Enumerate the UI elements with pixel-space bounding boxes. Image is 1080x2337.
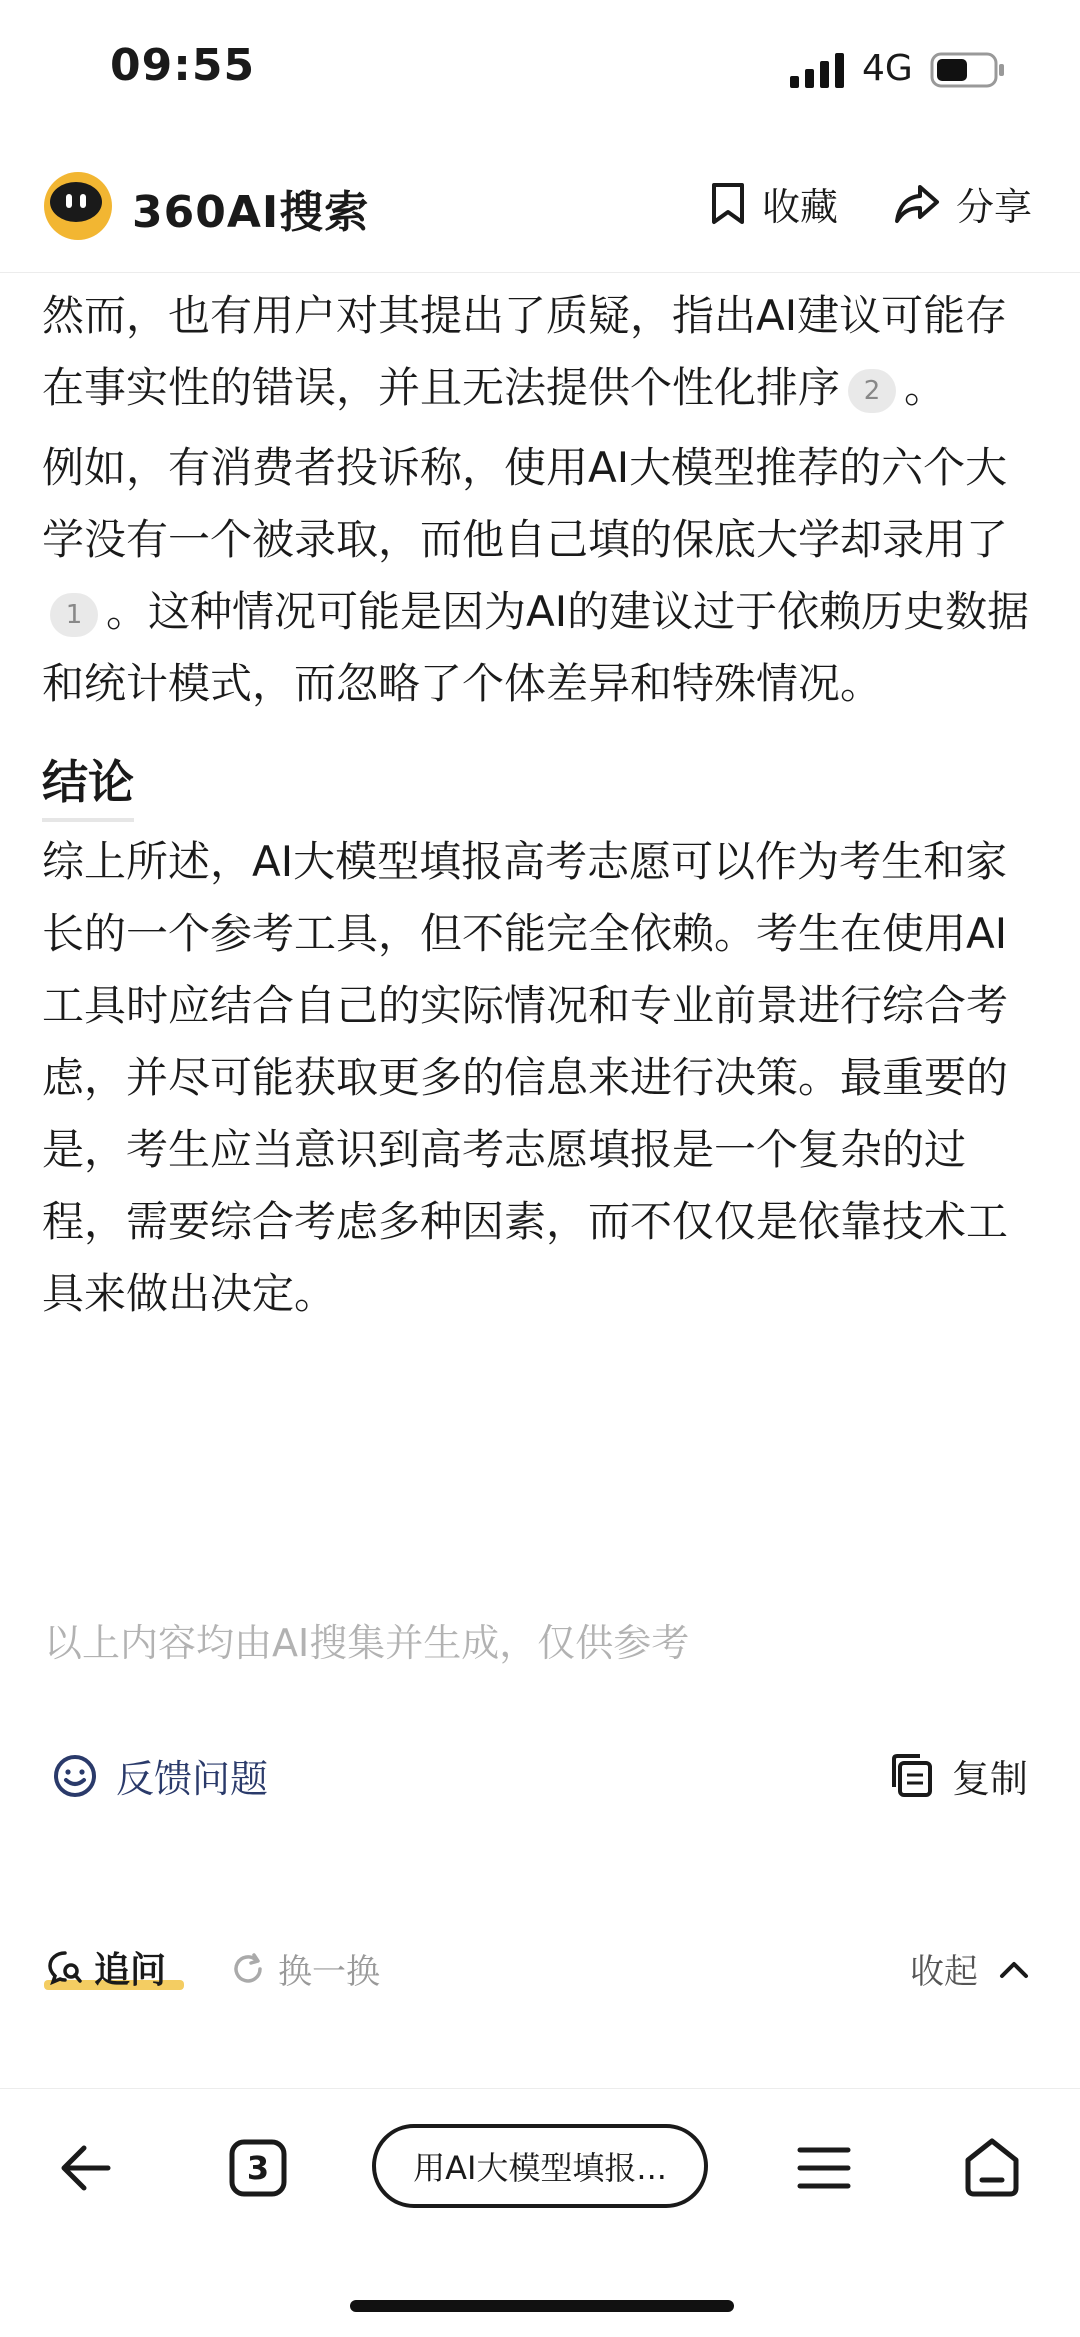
bookmark-label: 收藏 [762,185,839,229]
logo-icon [42,170,114,242]
status-time: 09:55 [110,40,256,91]
battery-icon [930,52,1008,88]
citation-badge[interactable]: 1 [50,593,98,637]
section-title: 结论 [42,746,134,822]
paragraph-text: 例如，有消费者投诉称，使用AI大模型推荐的六个大学没有一个被录取，而他自己填的保底大学却录用了 [42,443,1009,564]
search-pill[interactable]: 用AI大模型填报... [372,2124,708,2208]
ai-disclaimer: 以上内容均由AI搜集并生成，仅供参考 [44,1621,690,1665]
app-name: 360AI搜索 [132,187,370,238]
paragraph-example [42,432,1042,720]
paragraph-text-end: 。 [904,363,947,412]
menu-icon[interactable] [796,2140,852,2196]
refresh-label: 换一换 [278,1952,380,1992]
feedback-button[interactable] [52,1748,268,1803]
chevron-up-icon [998,1958,1030,1980]
feedback-label: 反馈问题 [116,1757,269,1801]
network-type: 4G [862,48,913,89]
paragraph-text-end: 。这种情况可能是因为AI的建议过于依赖历史数据和统计模式，而忽略了个体差异和特殊情况。 [42,587,1030,708]
chat-search-icon [46,1949,84,1987]
tab-count: 3 [246,2149,270,2187]
refresh-icon [230,1951,266,1987]
signal-icon [790,52,848,88]
home-icon[interactable] [962,2136,1022,2198]
citation-badge[interactable]: 2 [848,369,896,413]
followup-button[interactable] [46,1942,166,1993]
followup-label: 追问 [94,1950,167,1991]
collapse-button[interactable] [910,1944,1030,1993]
home-indicator [350,2300,734,2312]
bookmark-button[interactable] [710,176,838,231]
paragraph-doubts [42,280,1042,424]
paragraph-conclusion: 综上所述，AI大模型填报高考志愿可以作为考生和家长的一个参考工具，但不能完全依赖。考生在使用AI工具时应结合自己的实际情况和专业前景进行综合考虑，并尽可能获取更多的信息来进行决策。最重要的是，考生应当意识到高考志愿填报是一个复杂的过程，需要综合考虑多种因素，而不仅仅是依靠技术工具来做出决定。 [42,837,1009,1318]
answer-content [42,280,1042,1338]
share-icon [894,183,940,225]
copy-label: 复制 [952,1757,1029,1801]
bookmark-icon [710,182,746,226]
paragraph-text: 然而，也有用户对其提出了质疑，指出AI建议可能存在事实性的错误，并且无法提供个性化排序 [42,291,1008,412]
collapse-label: 收起 [910,1952,978,1992]
share-label: 分享 [956,185,1033,229]
smile-icon [52,1753,98,1799]
copy-icon [890,1753,934,1799]
refresh-button[interactable] [230,1944,380,1993]
bottom-nav-divider [0,2088,1080,2089]
back-arrow-icon[interactable] [56,2138,116,2198]
tabs-button[interactable] [228,2138,288,2198]
copy-button[interactable] [890,1748,1028,1803]
share-button[interactable] [894,176,1032,231]
